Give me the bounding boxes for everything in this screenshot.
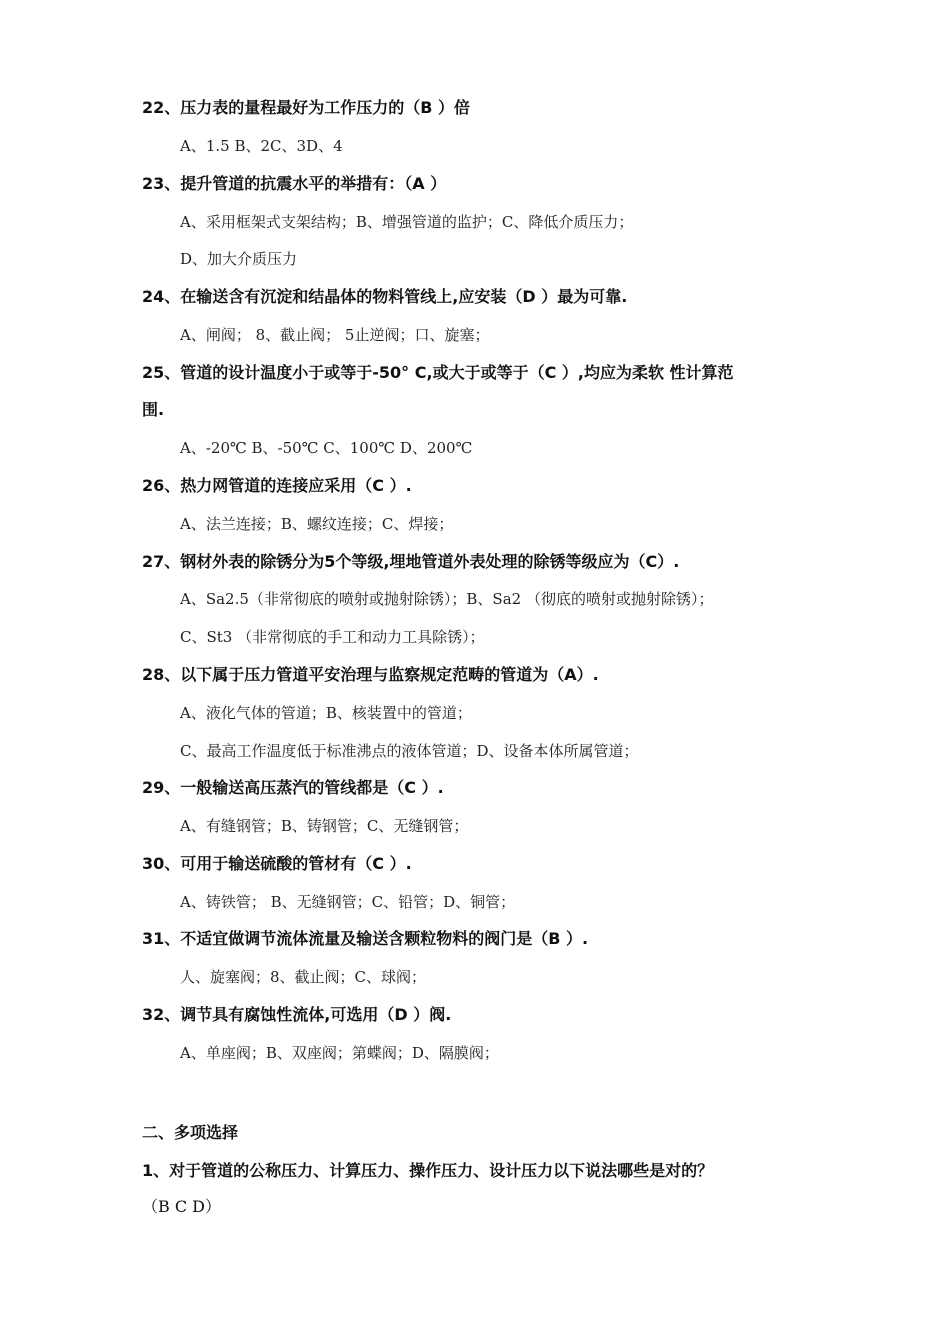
- question-26: 26、热力网管道的连接应采用（C ）.: [142, 476, 412, 495]
- question-25-line-2: 围.: [142, 400, 165, 419]
- options-27-line-1: A、Sa2.5（非常彻底的喷射或抛射除锈）；B、Sa2 （彻底的喷射或抛射除锈）；: [180, 590, 714, 608]
- options-27-line-2: C、St3 （非常彻底的手工和动力工具除锈）；: [180, 628, 485, 646]
- options-31: 人、旋塞阀；8、截止阀；C、球阀；: [180, 968, 427, 986]
- question-32: 32、调节具有腐蚀性流体,可选用（D ）阀.: [142, 1005, 452, 1024]
- options-28-line-1: A、液化气体的管道；B、核装置中的管道；: [180, 704, 472, 722]
- options-29: A、有缝钢管；B、铸钢管；C、无缝钢管；: [180, 817, 469, 835]
- options-28-line-2: C、最高工作温度低于标准沸点的液体管道；D、设备本体所属管道；: [180, 742, 639, 760]
- multi-question-1: 1、对于管道的公称压力、计算压力、操作压力、设计压力以下说法哪些是对的？: [142, 1161, 714, 1180]
- options-23-line-1: A、采用框架式支架结构；B、增强管道的监护；C、降低介质压力；: [180, 213, 634, 231]
- question-23: 23、提升管道的抗震水平的举措有：（A ）: [142, 174, 447, 193]
- options-26: A、法兰连接；B、螺纹连接；C、焊接；: [180, 515, 454, 533]
- question-31: 31、不适宜做调节流体流量及输送含颗粒物料的阀门是（B ）.: [142, 929, 589, 948]
- question-22: 22、压力表的量程最好为工作压力的（B ）倍: [142, 98, 471, 117]
- multi-question-1-answer: （B C D）: [142, 1197, 222, 1216]
- question-25-line-1: 25、管道的设计温度小于或等于-50° C,或大于或等于（C ）,均应为柔软 性计算范: [142, 363, 734, 382]
- section-heading-multiple-choice: 二、多项选择: [142, 1123, 239, 1142]
- options-30: A、铸铁管； B、无缝钢管；C、铅管；D、铜管；: [180, 893, 516, 911]
- question-30: 30、可用于输送硫酸的管材有（C ）.: [142, 854, 412, 873]
- question-27: 27、钢材外表的除锈分为5个等级,埋地管道外表处理的除锈等级应为（C）.: [142, 552, 680, 571]
- options-32: A、单座阀；B、双座阀；第蝶阀；D、隔膜阀；: [180, 1044, 499, 1062]
- options-23-line-2: D、加大介质压力: [180, 250, 298, 268]
- question-24: 24、在输送含有沉淀和结晶体的物料管线上,应安装（D ）最为可靠.: [142, 287, 628, 306]
- options-25: A、-20℃ B、-50℃ C、100℃ D、200℃: [180, 439, 473, 457]
- question-28: 28、以下属于压力管道平安治理与监察规定范畴的管道为（A）.: [142, 665, 599, 684]
- options-24: A、闸阀； 8、截止阀； 5止逆阀；口、旋塞；: [180, 326, 490, 344]
- options-22: A、1.5 B、2C、3D、4: [180, 137, 343, 155]
- question-29: 29、一般输送高压蒸汽的管线都是（C ）.: [142, 778, 444, 797]
